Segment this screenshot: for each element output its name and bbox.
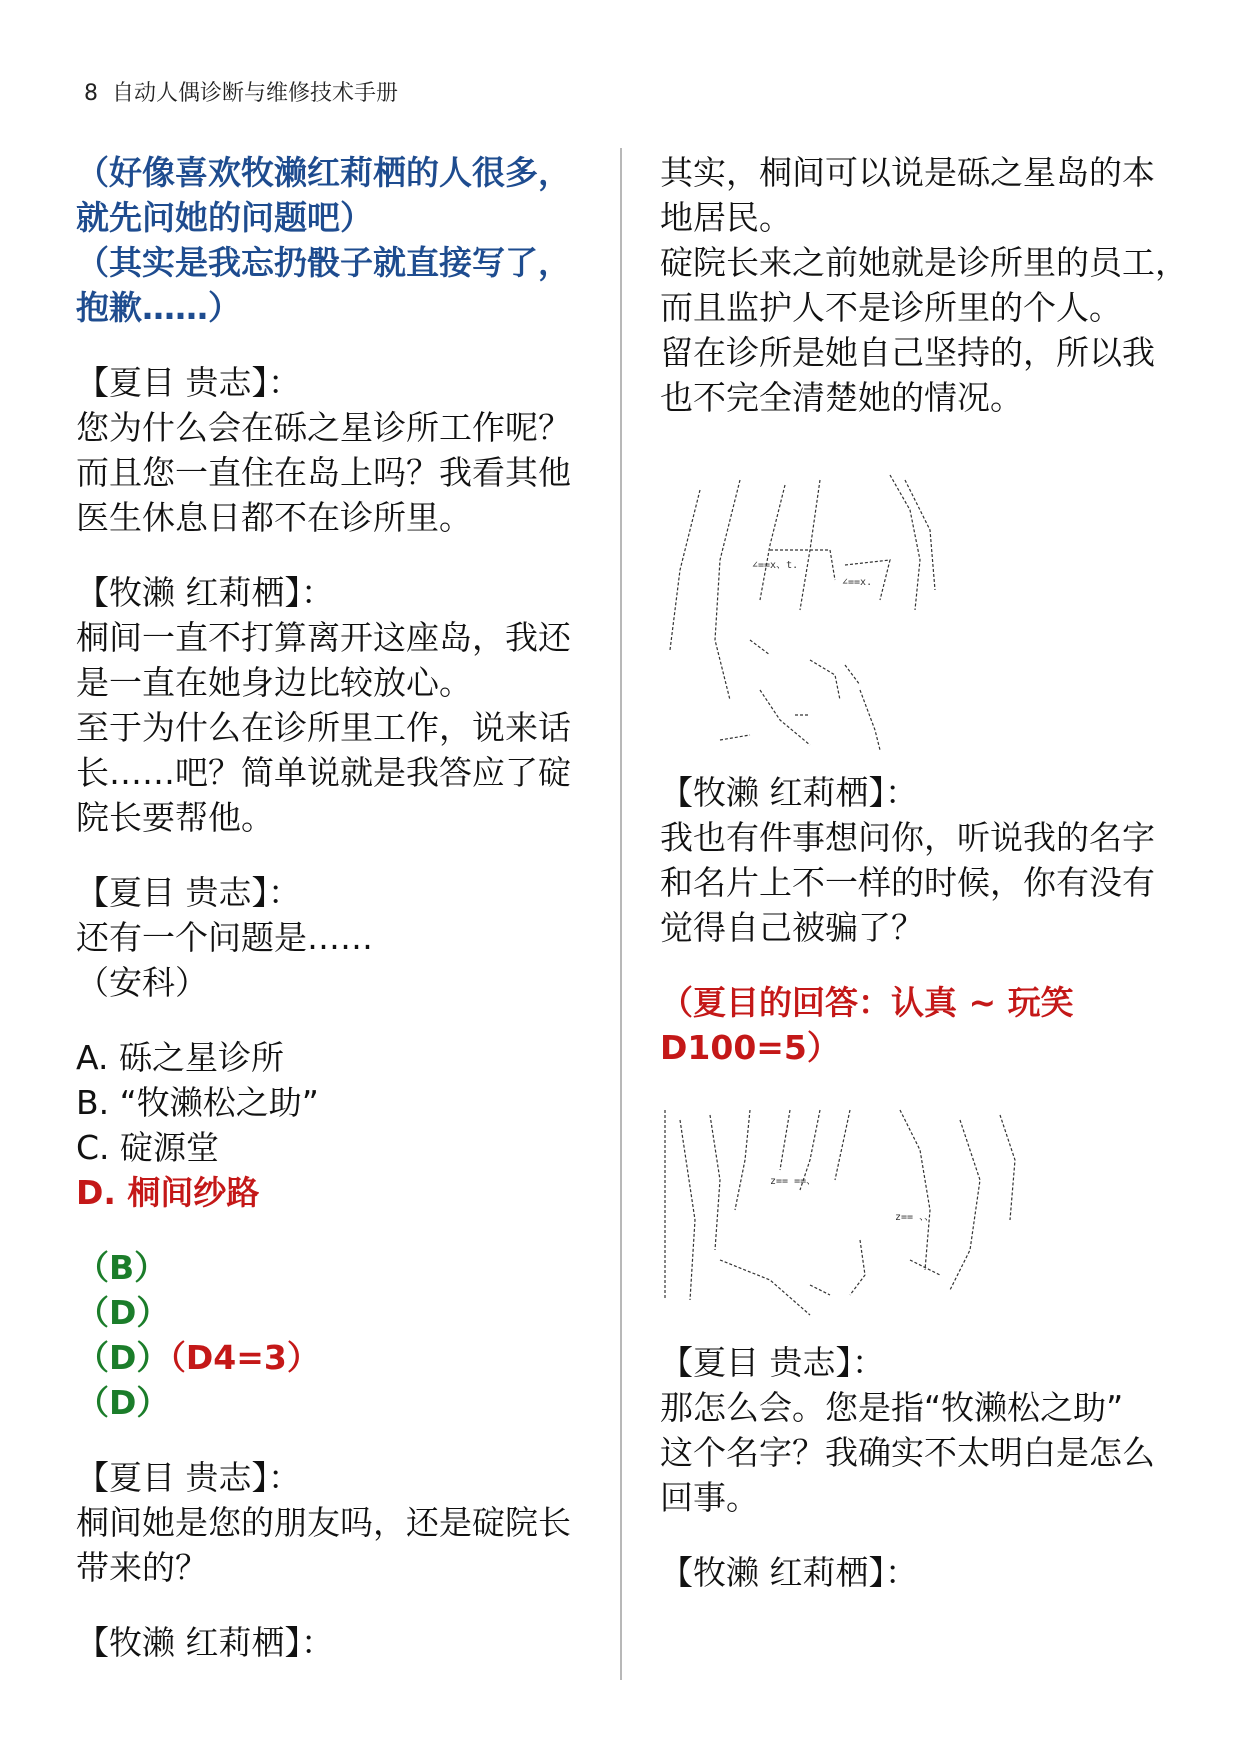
- page-number: 8: [84, 81, 98, 106]
- vote-item: （D）: [76, 1383, 170, 1422]
- dialogue-line: 您为什么会在砾之星诊所工作呢？: [76, 408, 571, 447]
- dice-roll: （D4=3）: [169, 1338, 320, 1377]
- ascii-art-portrait-2: [660, 1100, 1180, 1320]
- dialogue-line: 是一直在她身边比较放心。: [76, 663, 472, 702]
- dialogue-block: [660, 1550, 1180, 1595]
- gm-note-line: （其实是我忘扔骰子就直接写了，: [76, 243, 571, 282]
- ascii-art-portrait-1: [660, 450, 1180, 750]
- answer-roll-note: [660, 980, 1180, 1070]
- dialogue-line: 留在诊所是她自己坚持的，所以我: [660, 333, 1155, 372]
- ascii-art-mark: ∠==x.: [842, 577, 873, 588]
- dialogue-block: [76, 1620, 596, 1665]
- gm-note-apology: [76, 240, 596, 330]
- dialogue-line: 回事。: [660, 1478, 759, 1517]
- ascii-art-mark: z== ==、: [770, 1176, 817, 1187]
- speaker-name: 【夏目 贵志】：: [660, 1343, 885, 1382]
- option-item: A. 砾之星诊所: [76, 1038, 284, 1077]
- vote-list: [76, 1245, 596, 1425]
- dialogue-line: （安科）: [76, 963, 208, 1002]
- dialogue-line: 觉得自己被骗了？: [660, 908, 924, 947]
- speaker-name: 【夏目 贵志】：: [76, 1458, 301, 1497]
- dialogue-line: 也不完全清楚她的情况。: [660, 378, 1023, 417]
- dialogue-line: 桐间她是您的朋友吗，还是碇院长: [76, 1503, 571, 1542]
- dialogue-line: 地居民。: [660, 198, 792, 237]
- dialogue-block: [660, 150, 1188, 420]
- dialogue-line: 和名片上不一样的时候，你有没有: [660, 863, 1155, 902]
- dialogue-line: 而且您一直住在岛上吗？我看其他: [76, 453, 571, 492]
- gm-note-line: 就先问她的问题吧）: [76, 198, 373, 237]
- dialogue-line: 带来的？: [76, 1548, 208, 1587]
- speaker-name: 【牧濑 红莉栖】：: [660, 773, 918, 812]
- dialogue-line: 这个名字？我确实不太明白是怎么: [660, 1433, 1155, 1472]
- speaker-name: 【夏目 贵志】：: [76, 873, 301, 912]
- dialogue-block: [76, 1455, 596, 1590]
- dialogue-block: [660, 770, 1180, 950]
- note-line: （夏目的回答：认真 ~ 玩笑: [660, 983, 1074, 1022]
- speaker-name: 【夏目 贵志】：: [76, 363, 301, 402]
- dialogue-line: 碇院长来之前她就是诊所里的员工，: [660, 243, 1188, 282]
- option-item: B. “牧濑松之助”: [76, 1083, 319, 1122]
- vote-item: （D）: [76, 1338, 170, 1377]
- dialogue-line: 那怎么会。您是指“牧濑松之助”: [660, 1388, 1124, 1427]
- dialogue-block: [76, 570, 596, 840]
- speaker-name: 【牧濑 红莉栖】：: [76, 573, 334, 612]
- speaker-name: 【牧濑 红莉栖】：: [660, 1553, 918, 1592]
- option-list: [76, 1035, 596, 1215]
- dialogue-line: 而且监护人不是诊所里的个人。: [660, 288, 1122, 327]
- gm-note-line: （好像喜欢牧濑红莉栖的人很多，: [76, 153, 571, 192]
- right-column: [660, 150, 1188, 1625]
- dialogue-line: 桐间一直不打算离开这座岛，我还: [76, 618, 571, 657]
- page-title: 自动人偶诊断与维修技术手册: [112, 81, 399, 106]
- gm-note-line: 抱歉……）: [76, 288, 241, 327]
- page-header: [84, 76, 398, 107]
- dialogue-line: 我也有件事想问你，听说我的名字: [660, 818, 1155, 857]
- dialogue-line: 其实，桐间可以说是砾之星岛的本: [660, 153, 1155, 192]
- vote-item: （B）: [76, 1248, 168, 1287]
- dialogue-line: 院长要帮他。: [76, 798, 274, 837]
- dialogue-line: 至于为什么在诊所里工作，说来话: [76, 708, 571, 747]
- dialogue-line: 长……吧？简单说就是我答应了碇: [76, 753, 571, 792]
- column-divider: [620, 148, 622, 1680]
- dialogue-line: 还有一个问题是……: [76, 918, 373, 957]
- gm-note-draw: [76, 150, 596, 240]
- option-item-selected: D. 桐间纱路: [76, 1173, 260, 1212]
- ascii-art-mark: ∠==x、t.: [752, 560, 799, 571]
- note-line: D100=5）: [660, 1028, 840, 1067]
- dialogue-block: [76, 360, 596, 540]
- left-column: [76, 150, 596, 1695]
- vote-item: （D）: [76, 1293, 170, 1332]
- speaker-name: 【牧濑 红莉栖】：: [76, 1623, 334, 1662]
- ascii-art-mark: z== 、、: [895, 1212, 935, 1223]
- option-item: C. 碇源堂: [76, 1128, 220, 1167]
- dialogue-block: [660, 1340, 1180, 1520]
- dialogue-line: 医生休息日都不在诊所里。: [76, 498, 472, 537]
- dialogue-block: [76, 870, 596, 1005]
